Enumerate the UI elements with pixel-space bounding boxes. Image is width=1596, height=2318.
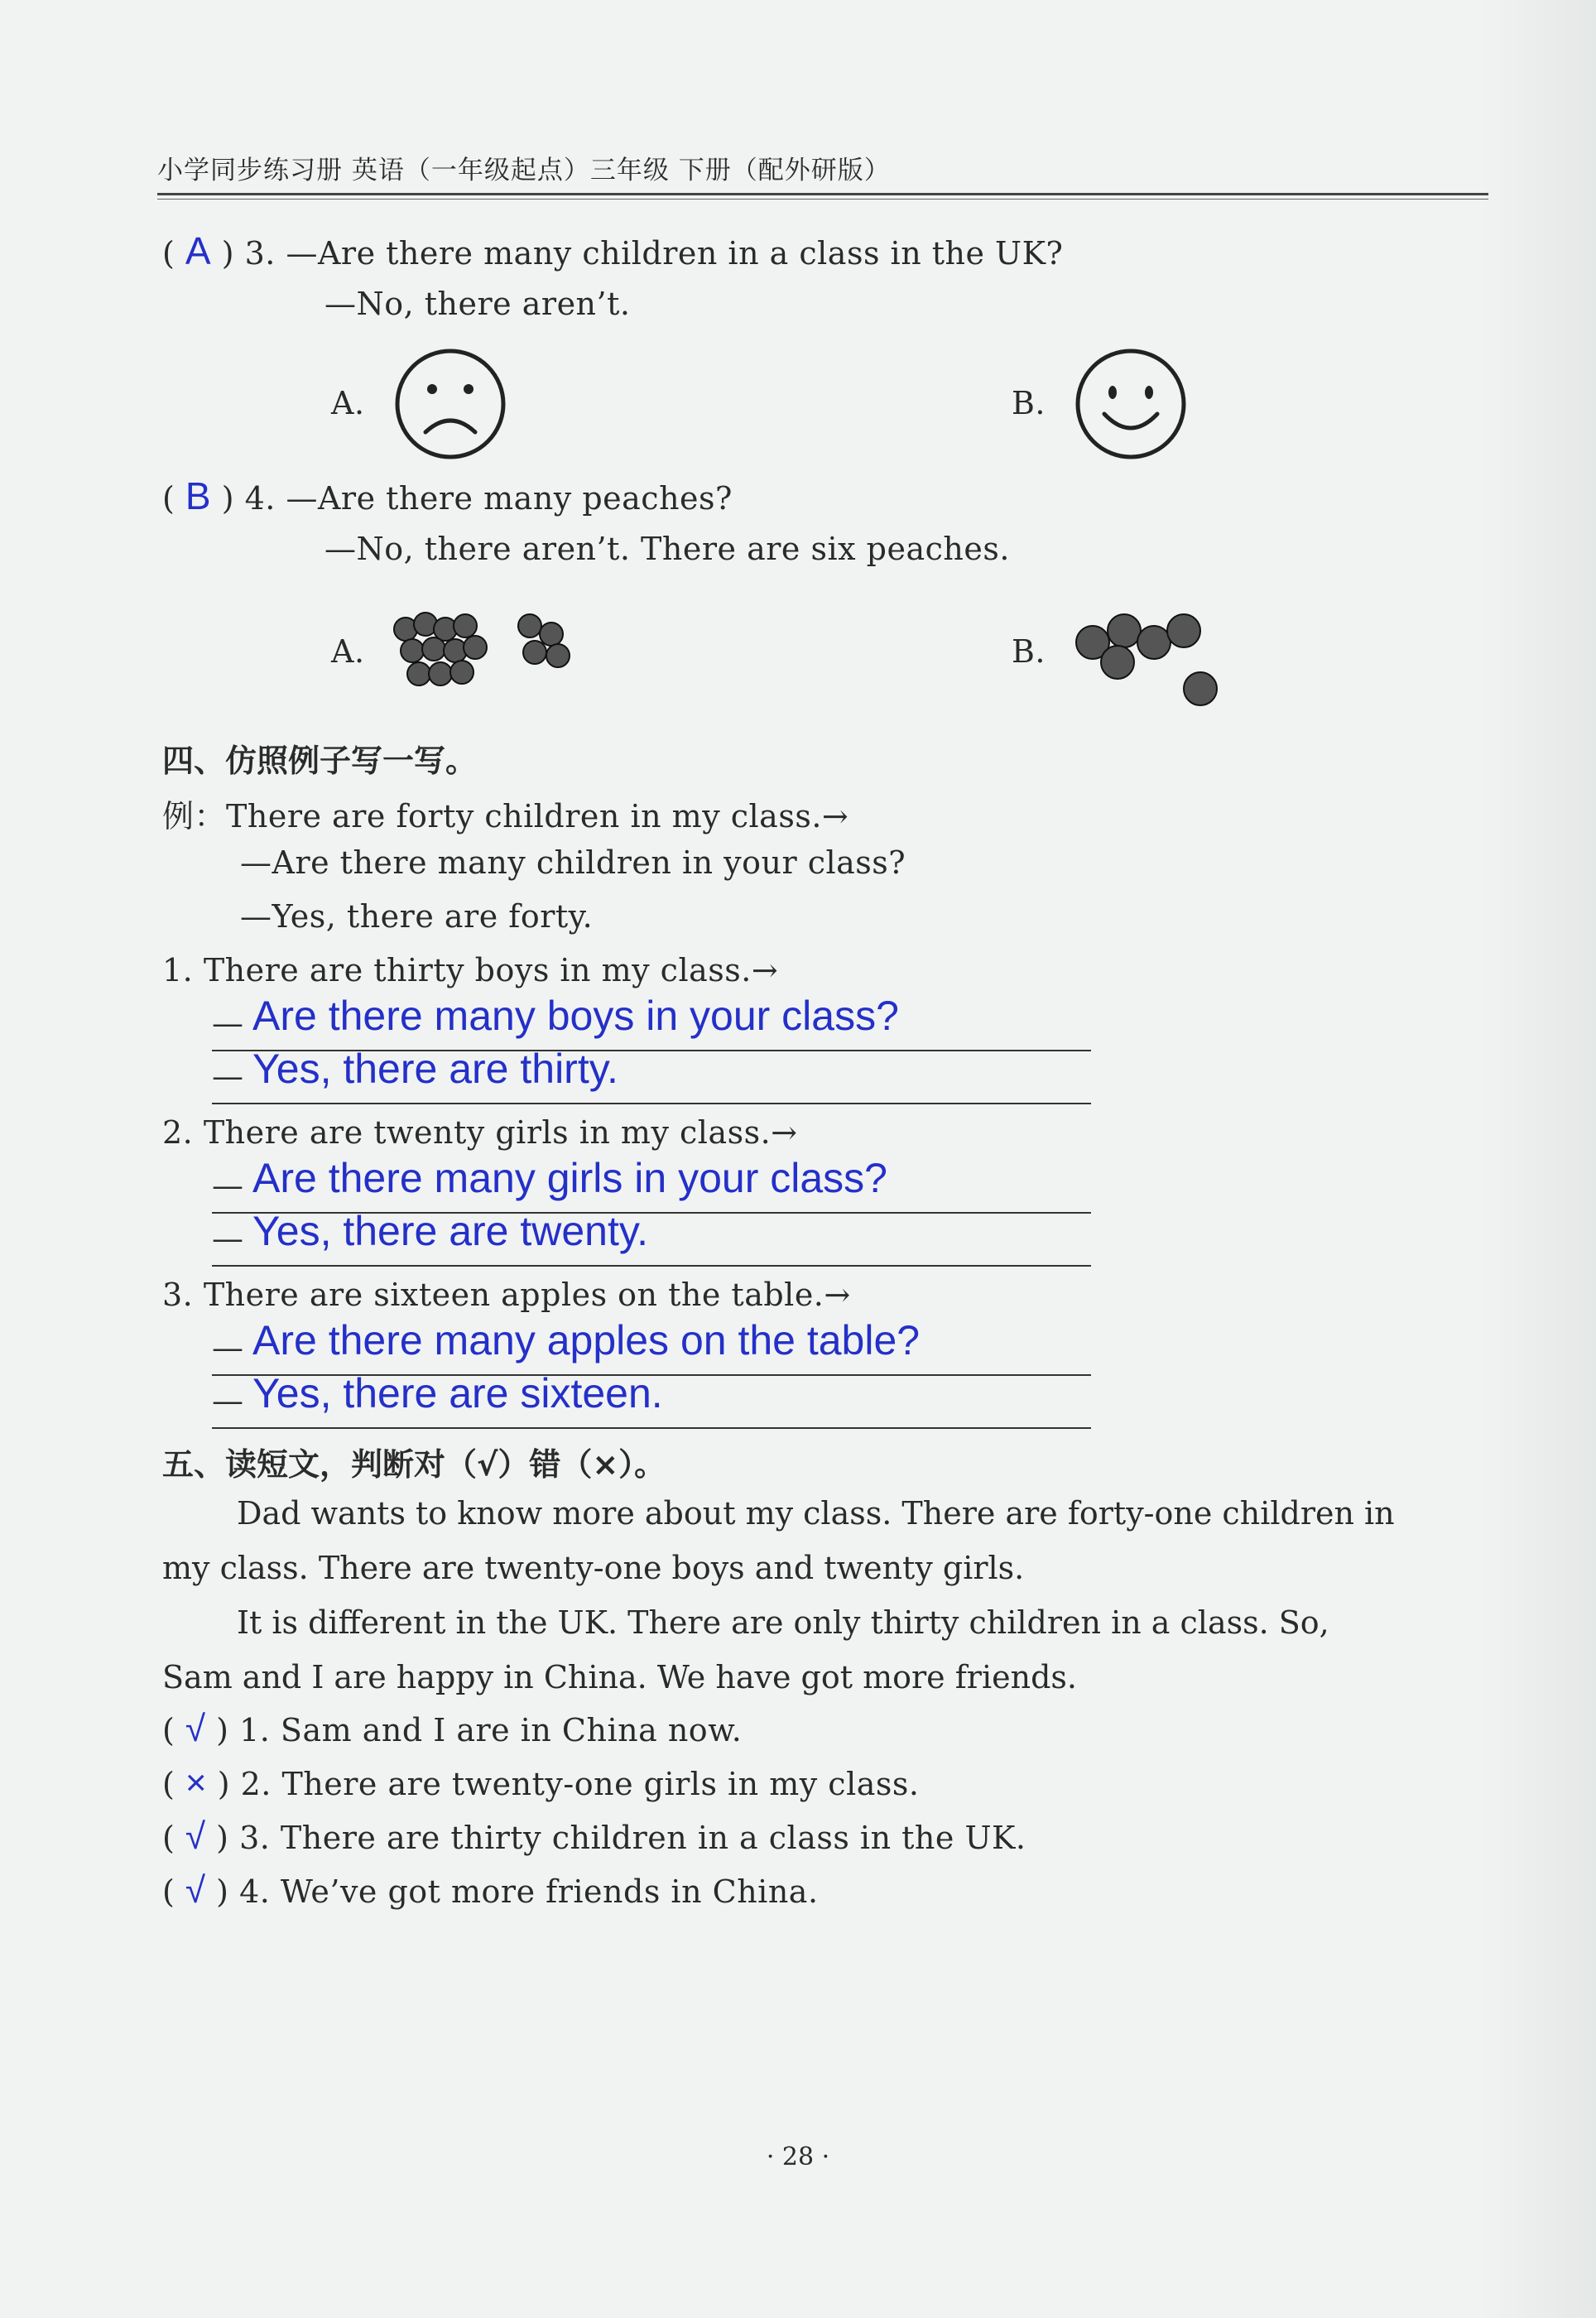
q4-option-b-label: B. [1012,633,1046,670]
example-line-2: —Are there many children in your class? [240,844,906,881]
item1-answer-reply: Yes, there are thirty. [252,1046,618,1092]
item3-dash-q: — [212,1330,243,1366]
item3-answer-question: Are there many apples on the table? [252,1317,921,1363]
judge3-paren-open: ( [162,1820,175,1856]
judge3-mark: √ [185,1816,206,1857]
item3-dash-a: — [212,1383,243,1419]
judge1-paren-open: ( [162,1712,175,1748]
judge-item-2 [162,1763,919,1804]
judge1-text: ) 1. Sam and I are in China now. [216,1712,743,1748]
item2-answer-reply: Yes, there are twenty. [252,1208,649,1254]
example-line-3: —Yes, there are forty. [240,898,594,935]
q4-question: —Are there many peaches? [286,480,733,517]
q4-number: 4. [244,480,276,517]
q4-reply: —No, there aren’t. There are six peaches. [324,531,1010,567]
page-edge-shadow [1480,0,1596,2318]
item3-answer-reply: Yes, there are sixteen. [252,1370,663,1416]
smiling-face-icon [1073,346,1189,462]
six-peaches-icon [1068,596,1225,720]
item2-dash-q: — [212,1167,243,1204]
item2-answer-question: Are there many girls in your class? [252,1155,887,1201]
judge-item-4 [162,1870,819,1912]
item2-answer-line-a [212,1265,1091,1267]
example-line-1 [162,791,848,836]
many-peaches-icon [389,604,588,704]
q4-paren-open: ( [162,480,175,517]
item2-dash-a: — [212,1220,243,1257]
item1-dash-a: — [212,1058,243,1094]
q4-paren-close: ) [221,480,235,517]
book-header: 小学同步练习册 英语（一年级起点）三年级 下册（配外研版） [157,156,891,185]
q3-option-b-label: B. [1012,385,1046,421]
item1-prompt: 1. There are thirty boys in my class.→ [162,952,779,988]
q3-line [162,228,1063,273]
header-rule [157,193,1488,195]
item1-answer-line-a [212,1103,1091,1104]
judge1-mark: √ [185,1709,206,1749]
judge4-paren-open: ( [162,1873,175,1910]
item3-answer-line-a [212,1427,1091,1429]
judge2-paren-open: ( [162,1766,175,1802]
passage-line-3: It is different in the UK. There are only thirty children in a class. So, [237,1604,1329,1641]
q3-reply: —No, there aren’t. [324,286,631,322]
passage-line-2: my class. There are twenty-one boys and twenty girls. [162,1550,1025,1586]
judge2-mark: × [185,1763,208,1803]
header-rule-thin [157,199,1488,200]
item3-prompt: 3. There are sixteen apples on the table.→ [162,1277,851,1313]
item1-answer-question: Are there many boys in your class? [252,993,899,1039]
example-label: 例： [162,798,227,834]
q4-answer: B [185,474,212,517]
example-statement: There are forty children in my class.→ [226,798,849,834]
q3-answer: A [185,229,212,272]
section5-title: 五、读短文，判断对（√）错（×）。 [162,1446,666,1483]
judge4-text: ) 4. We’ve got more friends in China. [216,1873,819,1910]
passage-line-1: Dad wants to know more about my class. There are forty-one children in [237,1495,1395,1532]
sad-face-icon [392,346,508,462]
judge-item-3 [162,1816,1026,1858]
q4-option-a-label: A. [331,633,365,670]
item1-dash-q: — [212,1005,243,1041]
q3-paren-open: ( [162,235,175,272]
item2-prompt: 2. There are twenty girls in my class.→ [162,1114,798,1151]
judge-item-1 [162,1709,742,1750]
section4-title: 四、仿照例子写一写。 [162,743,478,779]
judge4-mark: √ [185,1870,206,1911]
q3-paren-close: ) [221,235,235,272]
judge3-text: ) 3. There are thirty children in a class in the UK. [216,1820,1026,1856]
passage-line-4: Sam and I are happy in China. We have got more friends. [162,1659,1077,1695]
page-number: · 28 · [766,2142,830,2171]
q3-question: —Are there many children in a class in the UK? [286,235,1064,272]
judge2-text: ) 2. There are twenty-one girls in my class. [217,1766,920,1802]
q3-number: 3. [244,235,276,272]
q3-option-a-label: A. [331,385,365,421]
q4-line [162,474,733,518]
